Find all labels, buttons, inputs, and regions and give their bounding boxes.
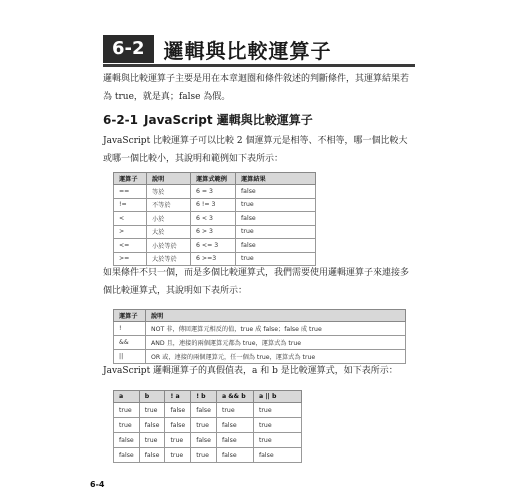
table-cell: true bbox=[216, 403, 253, 418]
header-cell: a bbox=[114, 391, 140, 403]
table-row bbox=[114, 239, 316, 253]
table-cell: ! bbox=[114, 322, 146, 336]
section-title: JavaScript 邏輯與比較運算子 bbox=[144, 113, 313, 127]
table-row bbox=[114, 418, 302, 433]
table-cell: 6 = 3 bbox=[191, 185, 236, 199]
table-cell: false bbox=[236, 239, 316, 253]
table-cell: AND 且，連接的兩個運算元都為 true，運算式為 true bbox=[146, 336, 406, 350]
table-cell: 6 < 3 bbox=[191, 212, 236, 226]
table-cell: true bbox=[139, 403, 165, 418]
table-row bbox=[114, 433, 302, 448]
table-cell: false bbox=[216, 433, 253, 448]
table-row bbox=[114, 225, 316, 239]
compare-operators-table bbox=[113, 172, 316, 266]
page-number: 6-4 bbox=[90, 480, 105, 489]
header-cell: ! a bbox=[165, 391, 191, 403]
table-cell: false bbox=[191, 433, 217, 448]
header-cell: b bbox=[139, 391, 165, 403]
table-cell: true bbox=[253, 433, 301, 448]
table-row bbox=[114, 212, 316, 226]
header-cell: 運算子 bbox=[114, 310, 146, 322]
table-cell: && bbox=[114, 336, 146, 350]
table-cell: false bbox=[216, 448, 253, 463]
table-cell: true bbox=[165, 433, 191, 448]
compare-paragraph: JavaScript 比較運算子可以比較 2 個運算元是相等、不相等，哪一個比較大或哪一個比較小，其說明和範例如下表所示： bbox=[103, 136, 408, 164]
table-cell: != bbox=[114, 198, 147, 212]
header-rule bbox=[103, 64, 415, 67]
table-cell: 大於等於 bbox=[147, 252, 191, 266]
header-cell: 說明 bbox=[147, 173, 191, 185]
table-cell: true bbox=[253, 403, 301, 418]
header-cell: 說明 bbox=[146, 310, 406, 322]
table-cell: true bbox=[114, 418, 140, 433]
section-heading bbox=[103, 111, 319, 128]
chapter-number-badge: 6-2 bbox=[103, 35, 154, 63]
table-row bbox=[114, 448, 302, 463]
table-cell: >= bbox=[114, 252, 147, 266]
logic-paragraph: 如果條件不只一個，而是多個比較運算式，我們需要使用邏輯運算子來連接多個比較運算式，其說明如下表所示： bbox=[103, 268, 410, 296]
chapter-header bbox=[103, 34, 415, 64]
section-number: 6-2-1 bbox=[103, 113, 139, 127]
table-cell: true bbox=[253, 418, 301, 433]
table-cell: false bbox=[191, 403, 217, 418]
table-cell: true bbox=[236, 252, 316, 266]
intro-paragraph: 邏輯與比較運算子主要是用在本章迴圈和條件敘述的判斷條件，其運算結果若為 true，就是真；false 為假。 bbox=[103, 74, 410, 102]
table-cell: 不等於 bbox=[147, 198, 191, 212]
table-cell: || bbox=[114, 350, 146, 364]
table-row bbox=[114, 185, 316, 199]
table-cell: true bbox=[191, 418, 217, 433]
table-cell: true bbox=[191, 448, 217, 463]
logic-operators-table bbox=[113, 309, 406, 364]
table-cell: 6 > 3 bbox=[191, 225, 236, 239]
table-cell: true bbox=[236, 225, 316, 239]
table-cell: OR 或，連接的兩個運算元，任一個為 true，運算式為 true bbox=[146, 350, 406, 364]
header-cell: a && b bbox=[216, 391, 253, 403]
table-row bbox=[114, 198, 316, 212]
table-cell: 等於 bbox=[147, 185, 191, 199]
table-cell: true bbox=[236, 198, 316, 212]
table-cell: == bbox=[114, 185, 147, 199]
table-cell: < bbox=[114, 212, 147, 226]
table-header-row bbox=[114, 173, 316, 185]
table-header-row bbox=[114, 391, 302, 403]
table-cell: 小於等於 bbox=[147, 239, 191, 253]
table-cell: true bbox=[114, 403, 140, 418]
header-cell: 運算式範例 bbox=[191, 173, 236, 185]
table-cell: 大於 bbox=[147, 225, 191, 239]
header-cell: a || b bbox=[253, 391, 301, 403]
table-cell: false bbox=[236, 212, 316, 226]
table-cell: false bbox=[216, 418, 253, 433]
table-cell: false bbox=[139, 418, 165, 433]
table-cell: false bbox=[165, 418, 191, 433]
table-header-row bbox=[114, 310, 406, 322]
table-row bbox=[114, 403, 302, 418]
truth-paragraph: JavaScript 邏輯運算子的真假值表，a 和 b 是比較運算式，如下表所示： bbox=[103, 366, 398, 376]
header-cell: ! b bbox=[191, 391, 217, 403]
table-cell: false bbox=[114, 433, 140, 448]
table-cell: 小於 bbox=[147, 212, 191, 226]
table-cell: false bbox=[253, 448, 301, 463]
table-cell: 6 <= 3 bbox=[191, 239, 236, 253]
header-cell: 運算子 bbox=[114, 173, 147, 185]
header-cell: 運算結果 bbox=[236, 173, 316, 185]
table-cell: true bbox=[165, 448, 191, 463]
truth-table bbox=[113, 390, 302, 463]
table-cell: 6 >=3 bbox=[191, 252, 236, 266]
table-cell: NOT 非，傳回運算元相反的值，true 成 false；false 成 true bbox=[146, 322, 406, 336]
table-cell: > bbox=[114, 225, 147, 239]
table-row bbox=[114, 336, 406, 350]
table-row bbox=[114, 322, 406, 336]
table-cell: true bbox=[139, 433, 165, 448]
table-cell: false bbox=[139, 448, 165, 463]
chapter-title: 邏輯與比較運算子 bbox=[163, 38, 332, 63]
table-cell: 6 != 3 bbox=[191, 198, 236, 212]
table-cell: false bbox=[236, 185, 316, 199]
table-cell: false bbox=[165, 403, 191, 418]
table-cell: false bbox=[114, 448, 140, 463]
table-cell: <= bbox=[114, 239, 147, 253]
